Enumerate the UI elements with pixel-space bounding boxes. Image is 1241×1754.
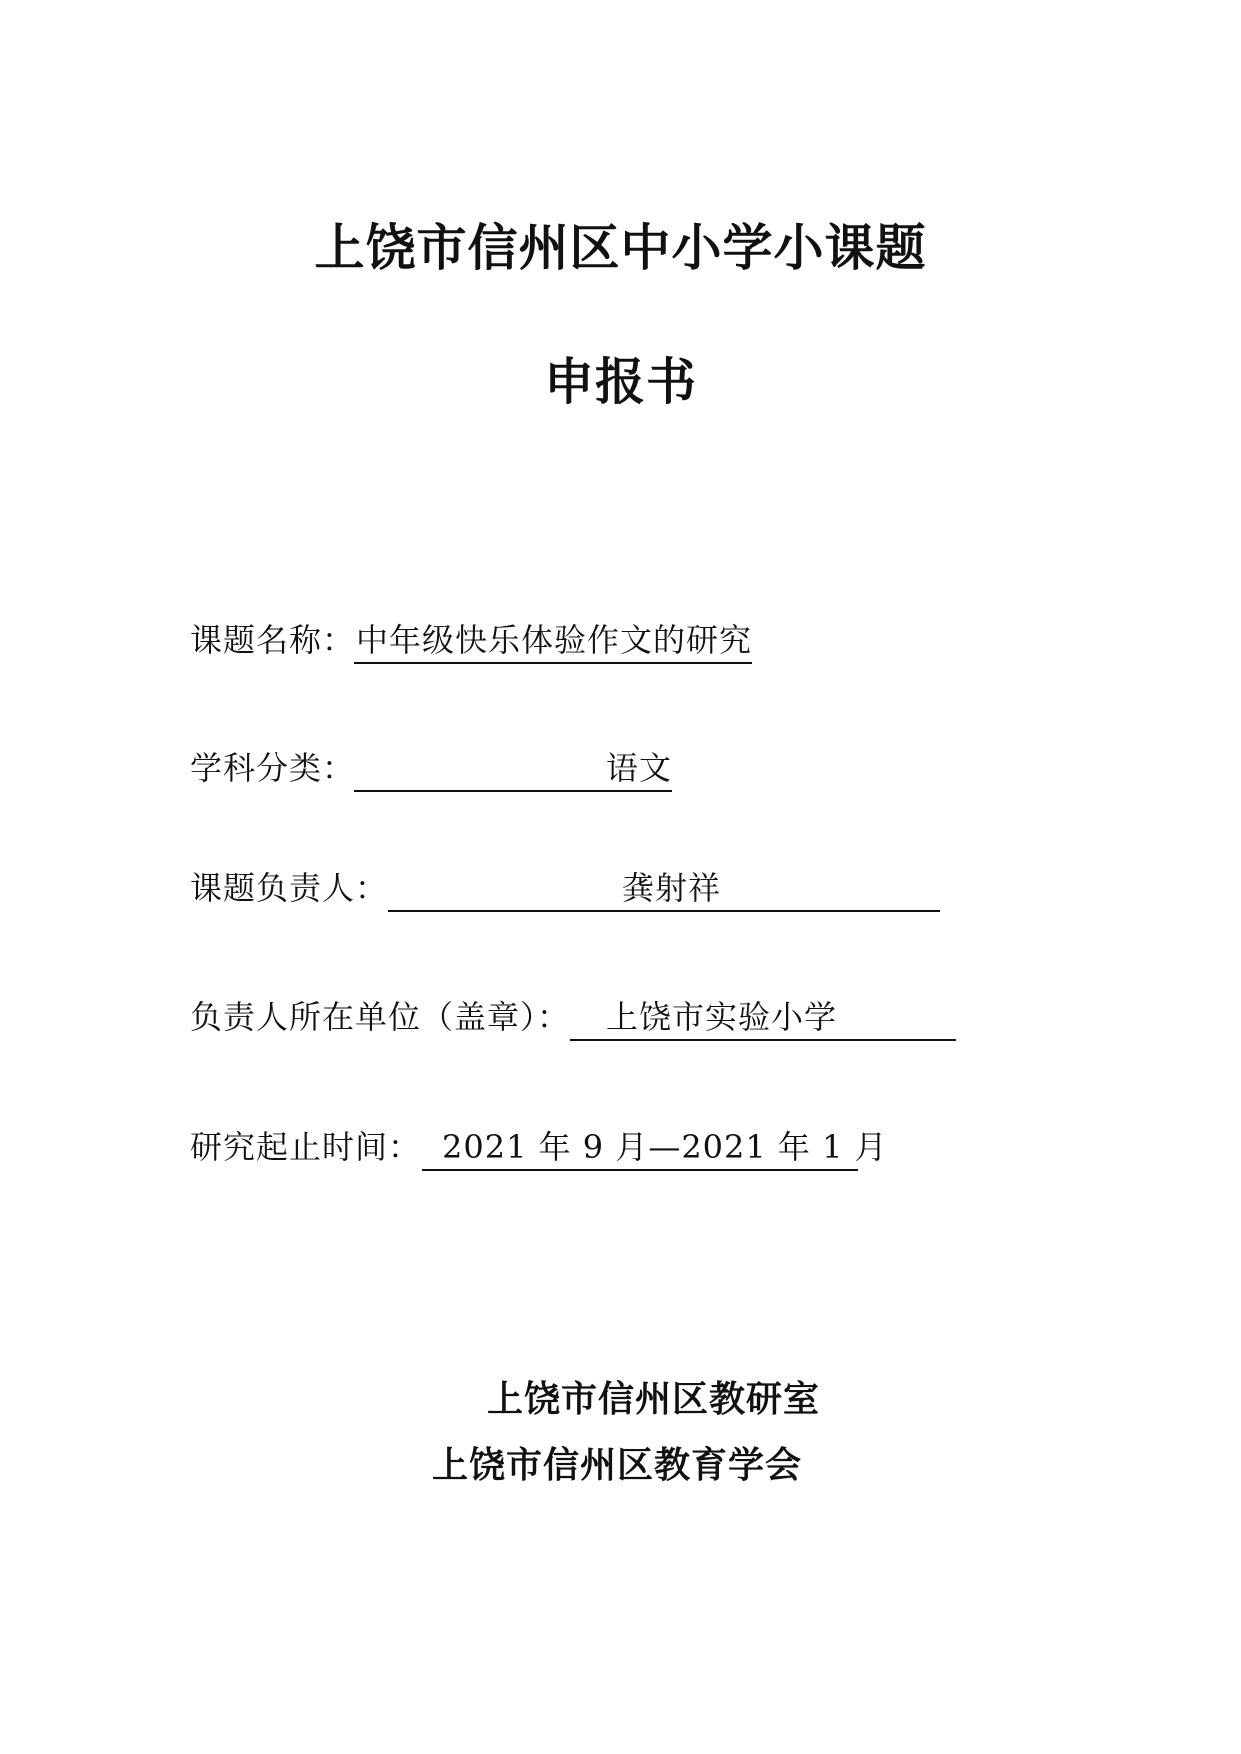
issuing-org-teaching-research-office: 上饶市信州区教研室 xyxy=(487,1379,821,1420)
leader-unit-underline xyxy=(570,997,956,1041)
leader-unit-label: 负责人所在单位（盖章）： xyxy=(190,998,571,1036)
document-subtitle: 申报书 xyxy=(544,353,697,411)
research-period-value: 2021 年 9 月—2021 年 1 月 xyxy=(442,1128,888,1166)
project-leader-value: 龚射祥 xyxy=(622,869,722,907)
project-name-value: 中年级快乐体验作文的研究 xyxy=(356,621,753,659)
project-leader-label: 课题负责人： xyxy=(190,869,389,907)
subject-underline xyxy=(354,748,672,792)
issuing-org-education-society: 上饶市信州区教育学会 xyxy=(432,1445,803,1486)
project-name-underline xyxy=(354,620,752,664)
document-title: 上饶市信州区中小学小课题 xyxy=(314,219,927,277)
subject-label: 学科分类： xyxy=(190,749,356,787)
project-name-label: 课题名称： xyxy=(190,621,356,659)
research-period-underline xyxy=(422,1127,888,1171)
subject-value: 语文 xyxy=(606,749,673,787)
research-period-label: 研究起止时间： xyxy=(190,1128,422,1166)
project-leader-underline xyxy=(388,868,940,912)
leader-unit-value: 上饶市实验小学 xyxy=(606,998,838,1036)
